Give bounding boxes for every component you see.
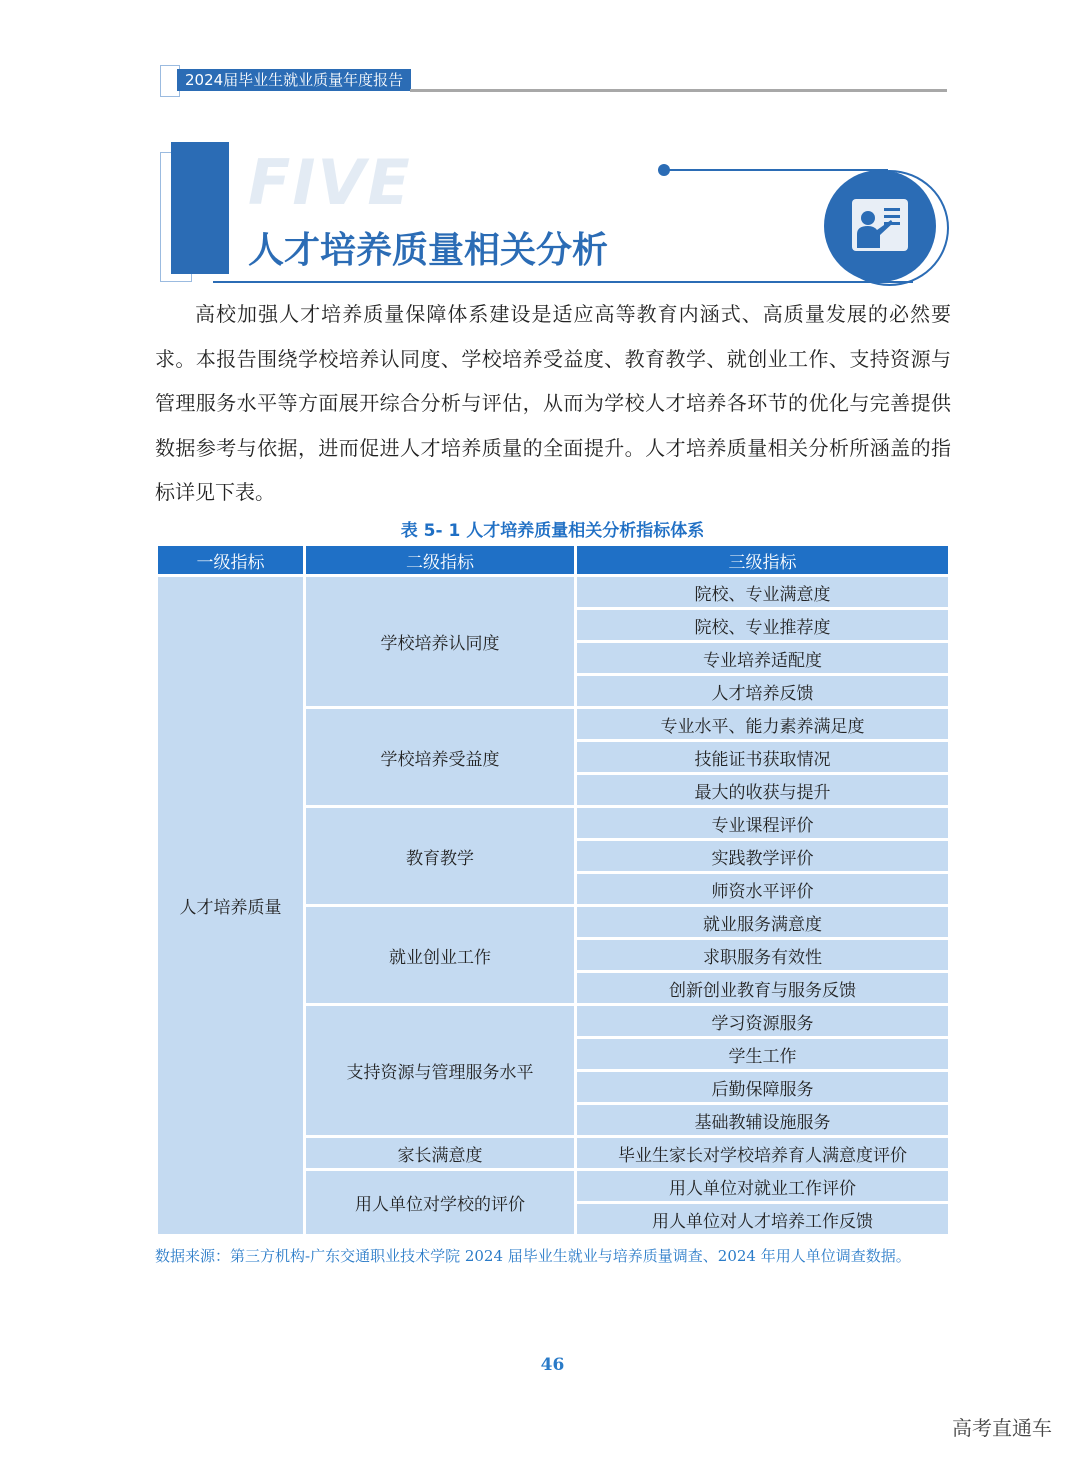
level3-cell: 最大的收获与提升 <box>577 775 948 805</box>
level3-cell: 实践教学评价 <box>577 841 948 871</box>
header-level2: 二级指标 <box>306 546 574 574</box>
level3-cell: 求职服务有效性 <box>577 940 948 970</box>
teacher-presentation-icon <box>851 198 909 252</box>
title-rule <box>213 281 913 283</box>
level2-cell: 用人单位对学校的评价 <box>306 1171 574 1234</box>
level2-cell: 家长满意度 <box>306 1138 574 1168</box>
table-header-row <box>158 546 948 574</box>
level2-cell: 学校培养认同度 <box>306 577 574 706</box>
header-level1: 一级指标 <box>158 546 303 574</box>
level3-cell: 院校、专业推荐度 <box>577 610 948 640</box>
intro-text: 高校加强人才培养质量保障体系建设是适应高等教育内涵式、高质量发展的必然要求。本报告围绕学校培养认同度、学校培养受益度、教育教学、就创业工作、支持资源与管理服务水平等方面展开综合分析与评估，从而为学校人才培养各环节的优化与完善提供数据参考与依据，进而促进人才培养质量的全面提升。人才培养质量相关分析所涵盖的指标详见下表。 <box>155 302 951 504</box>
level2-cell: 学校培养受益度 <box>306 709 574 805</box>
decor-line <box>668 169 888 171</box>
level3-cell: 专业培养适配度 <box>577 643 948 673</box>
level3-cell: 创新创业教育与服务反馈 <box>577 973 948 1003</box>
level3-cell: 基础教辅设施服务 <box>577 1105 948 1135</box>
level3-cell: 学习资源服务 <box>577 1006 948 1036</box>
level3-cell: 师资水平评价 <box>577 874 948 904</box>
table-caption: 表 5- 1 人才培养质量相关分析指标体系 <box>400 521 705 541</box>
data-source-note: 数据来源：第三方机构-广东交通职业技术学院 2024 届毕业生就业与培养质量调查、2024 年用人单位调查数据。 <box>155 1247 911 1265</box>
level3-cell: 专业水平、能力素养满足度 <box>577 709 948 739</box>
chapter-number-word: FIVE <box>248 146 412 219</box>
table-row <box>158 577 948 607</box>
watermark: 高考直通车 <box>952 1416 1052 1440</box>
level2-cell: 教育教学 <box>306 808 574 904</box>
level3-cell: 用人单位对人才培养工作反馈 <box>577 1204 948 1234</box>
level2-cell: 就业创业工作 <box>306 907 574 1003</box>
indicator-table <box>155 543 951 1237</box>
level2-cell: 支持资源与管理服务水平 <box>306 1006 574 1135</box>
chapter-title: 人才培养质量相关分析 <box>248 230 609 271</box>
level3-cell: 用人单位对就业工作评价 <box>577 1171 948 1201</box>
level1-cell: 人才培养质量 <box>158 577 303 1234</box>
level3-cell: 人才培养反馈 <box>577 676 948 706</box>
level3-cell: 毕业生家长对学校培养育人满意度评价 <box>577 1138 948 1168</box>
intro-paragraph <box>155 292 951 515</box>
level3-cell: 技能证书获取情况 <box>577 742 948 772</box>
level3-cell: 就业服务满意度 <box>577 907 948 937</box>
level3-cell: 学生工作 <box>577 1039 948 1069</box>
report-title-tag: 2024届毕业生就业质量年度报告 <box>177 69 411 91</box>
page-number: 46 <box>540 1355 565 1375</box>
chapter-block <box>171 142 229 274</box>
header-rule <box>410 89 947 92</box>
level3-cell: 后勤保障服务 <box>577 1072 948 1102</box>
header-level3: 三级指标 <box>577 546 948 574</box>
level3-cell: 院校、专业满意度 <box>577 577 948 607</box>
level3-cell: 专业课程评价 <box>577 808 948 838</box>
